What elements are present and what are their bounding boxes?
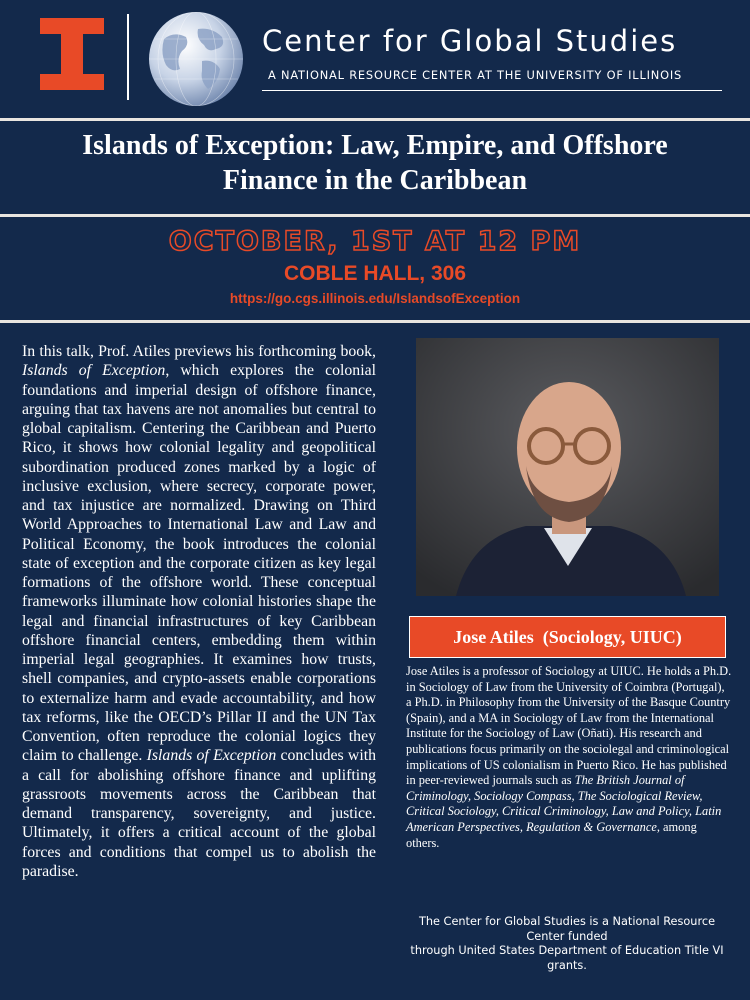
bio-part1: Jose Atiles is a professor of Sociology at UIUC. He holds a Ph.D. in Sociology of Law from the University of Coimbra (Portugal), a Ph.D. in Philosophy from the University of the Basque Country (Spain), and a MA in Sociology of Law from the International Institute for the Sociology of Law (Oñati). His research and publications focus primarily on the sociolegal and criminological implications of US colonialism in Puerto Rico. He has published in peer-reviewed journals such as xyxy=(406,664,732,788)
funding-line1: The Center for Global Studies is a National Resource Center funded xyxy=(418,915,716,943)
logo-divider xyxy=(127,14,129,100)
event-date: OCTOBER, 1ST AT 12 PM xyxy=(168,226,582,257)
speaker-name-bar: Jose Atiles (Sociology, UIUC) xyxy=(409,616,726,658)
book-title: Islands of Exception xyxy=(146,747,277,765)
header xyxy=(0,0,750,110)
abstract-part3: concludes with a call for abolishing offshore finance and uplifting grassroots movements across the Caribbean that demand transparency, sovereignty, and justice. Ultimately, it offers a critical account of the global forces and conditions that compel us to abolish the paradise. xyxy=(22,747,376,880)
bio-journals: The British Journal of Criminology, Sociology Compass, The Sociological Review, Critical Sociology, Critical Criminology, Law and Policy, Latin American Perspectives, Regulation & Governance xyxy=(406,773,722,834)
event-url[interactable]: https://go.cgs.illinois.edu/IslandsofException xyxy=(229,291,521,306)
speaker-portrait xyxy=(416,338,719,596)
bio-part2: , among others. xyxy=(406,819,697,850)
event-location: COBLE HALL, 306 xyxy=(283,262,467,285)
abstract-part1: In this talk, Prof. Atiles previews his forthcoming book, xyxy=(22,343,376,360)
abstract-part2: , which explores the colonial foundations and imperial design of offshore finance, arguing that tax havens are not anomalies but central to global capitalism. Centering the Caribbean and Puerto Rico, it shows how colonial legality and geopolitical subordination produced zones marked by a logic of inclusive exclusion, where secrecy, corporate power, and tax injustice are normalized. Drawing on Third World Approaches to International Law and Law and Political Economy, the book introduces the colonial state of exception and the corporate citizen as key legal formations of the offshore world. These conceptual frameworks illuminate how colonial histories shape the legal and financial infrastructures of key Caribbean offshore financial centers, embedding them within imperial legal geographies. It examines how trusts, shell companies, and crypto-assets enable corporations to externalize harm and evade accountability, and how tax reforms, like the OECD’s Pillar II and the UN Tax Convention, often reproduce the colonial logics they claim to challenge. xyxy=(22,362,376,765)
lower-rule xyxy=(0,320,750,323)
org-subtitle: A NATIONAL RESOURCE CENTER AT THE UNIVERSITY OF ILLINOIS xyxy=(268,68,683,82)
speaker-bio xyxy=(406,664,732,851)
org-name: Center for Global Studies xyxy=(262,24,678,58)
org-underline xyxy=(262,90,722,91)
event-title-line1: Islands of Exception: Law, Empire, and Offshore xyxy=(82,130,668,161)
globe-icon xyxy=(146,9,246,109)
event-title-line2: Finance in the Caribbean xyxy=(222,165,528,196)
middle-rule xyxy=(0,214,750,217)
book-title: Islands of Exception xyxy=(22,362,166,380)
abstract-text xyxy=(22,342,376,881)
illinois-block-i-logo xyxy=(38,16,106,92)
funding-note xyxy=(402,915,732,973)
speaker-photo xyxy=(416,338,719,596)
funding-line2: through United States Department of Education Title VI grants. xyxy=(410,944,724,972)
top-rule xyxy=(0,118,750,121)
event-title xyxy=(10,128,740,198)
